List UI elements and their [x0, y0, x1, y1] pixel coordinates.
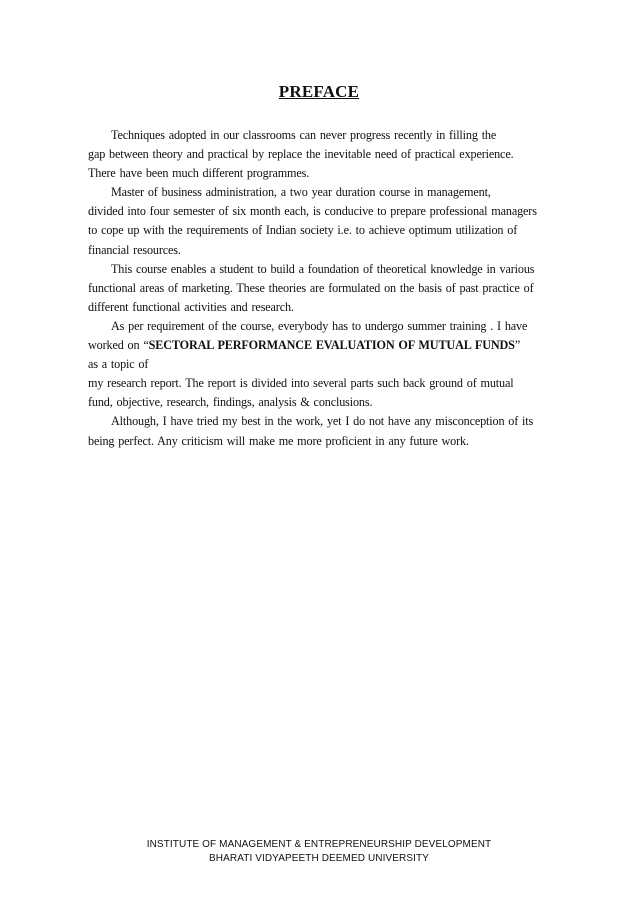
footer-institute: INSTITUTE OF MANAGEMENT & ENTREPRENEURSHIP DEVELOPMENT — [146, 839, 492, 850]
preface-body — [88, 126, 568, 451]
paragraph-line: As per requirement of the course, everybody has to undergo summer training . I have — [111, 318, 528, 333]
paragraph-line: financial resources. — [88, 242, 181, 257]
paragraph-line: Although, I have tried my best in the work, yet I do not have any misconception of its — [111, 414, 534, 429]
paragraph-line: Techniques adopted in our classrooms can never progress recently in filling the — [111, 128, 497, 142]
paragraph-line: my research report. The report is divided into several parts such back ground of mutual — [88, 376, 514, 391]
paragraph-line: divided into four semester of six month each, is conducive to prepare professional managers — [88, 204, 537, 219]
paragraph-line: This course enables a student to build a foundation of theoretical knowledge in various — [111, 261, 535, 276]
paragraph-line: as a topic of — [88, 357, 149, 372]
paragraph-line: fund, objective, research, findings, analysis & conclusions. — [88, 395, 373, 410]
paragraph-line: being perfect. Any criticism will make me more proficient in any future work. — [88, 433, 469, 448]
footer-university: BHARATI VIDYAPEETH DEEMED UNIVERSITY — [209, 853, 429, 864]
worked-on-prefix: worked on “ — [88, 338, 149, 353]
paragraph-line: There have been much different programmes. — [88, 166, 310, 181]
page-footer — [0, 838, 638, 866]
project-title: SECTORAL PERFORMANCE EVALUATION OF MUTUAL FUNDS — [148, 338, 515, 353]
paragraph-line-project-title — [88, 336, 568, 355]
paragraph-line: gap between theory and practical by replace the inevitable need of practical experience. — [88, 147, 514, 162]
page-title: PREFACE — [278, 82, 360, 101]
paragraph-line: to cope up with the requirements of Indian society i.e. to achieve optimum utilization of — [88, 223, 518, 238]
paragraph-line: different functional activities and research. — [88, 299, 294, 314]
worked-on-suffix: ” — [514, 338, 521, 353]
paragraph-line: Master of business administration, a two year duration course in management, — [111, 185, 491, 200]
paragraph-line: functional areas of marketing. These theories are formulated on the basis of past practice of — [88, 280, 534, 295]
